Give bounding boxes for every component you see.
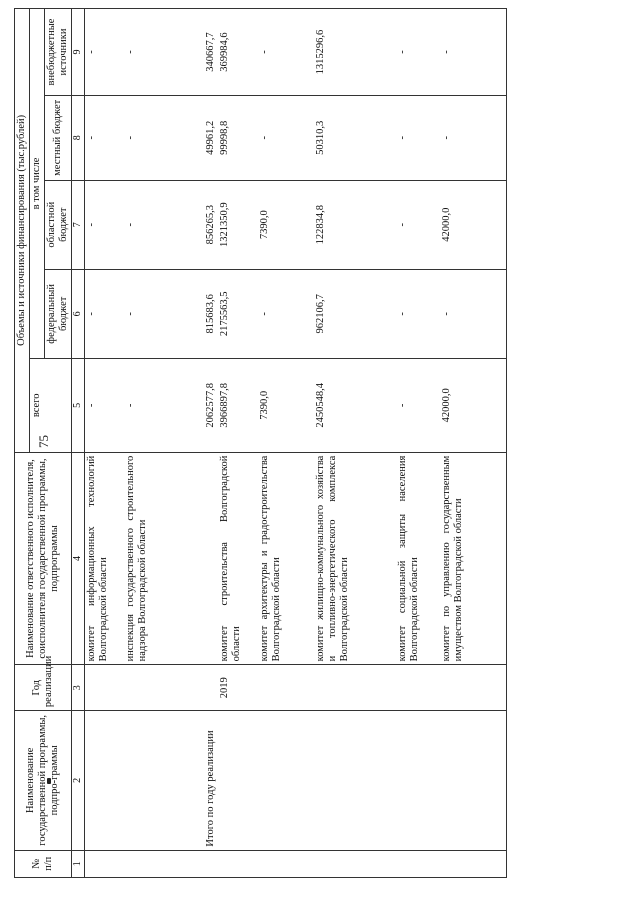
header-including: в том числе (30, 9, 45, 359)
local-cell: - (124, 95, 180, 180)
extrabudget-cell: 340667,7 (180, 9, 218, 96)
year-cell (396, 665, 440, 711)
page-number: 75 (36, 435, 51, 448)
regional-cell: - (84, 180, 124, 269)
header-num: № п/п (15, 850, 72, 877)
header-local: местный бюджет (45, 95, 72, 180)
year-cell (440, 665, 506, 711)
col-number: 3 (72, 665, 85, 711)
program-name-cell (84, 711, 124, 850)
table-row (124, 9, 180, 878)
extrabudget-cell: 1315296,6 (314, 9, 396, 96)
header-regional: областной бюджет (45, 180, 72, 269)
header-extrabudget: внебюджетные источники (45, 9, 72, 96)
extrabudget-cell: 369984,6 (218, 9, 258, 96)
header-total: всего (30, 358, 72, 452)
col-number: 5 (72, 358, 85, 452)
regional-cell: - (124, 180, 180, 269)
extrabudget-cell: - (258, 9, 314, 96)
program-name-cell (440, 711, 506, 850)
col-number: 4 (72, 452, 85, 665)
program-name-cell (258, 711, 314, 850)
regional-cell: 1321350,9 (218, 180, 258, 269)
regional-cell: 856265,3 (180, 180, 218, 269)
table-row (314, 9, 396, 878)
col-number: 2 (72, 711, 85, 850)
regional-cell: 122834,8 (314, 180, 396, 269)
local-cell: - (84, 95, 124, 180)
federal-cell: - (124, 269, 180, 358)
local-cell: 50310,3 (314, 95, 396, 180)
col-number: 7 (72, 180, 85, 269)
executor-cell: комитет социальной защиты населения Волгоградской области (396, 452, 440, 665)
extrabudget-cell: - (84, 9, 124, 96)
program-name-cell (396, 711, 440, 850)
federal-cell: - (440, 269, 506, 358)
header-executor: Наименование ответственного исполнителя, соисполнителя государственной программы, подпрограммы (15, 452, 72, 665)
header-year: Год реализации (15, 665, 72, 711)
year-cell (124, 665, 180, 711)
executor-cell: комитет информационных технологий Волгоградской области (84, 452, 124, 665)
col-number: 6 (72, 269, 85, 358)
total-cell: 2062577,8 (180, 358, 218, 452)
header-funding: Объемы и источники финансирования (тыс.рублей) (15, 9, 30, 453)
regional-cell: 7390,0 (258, 180, 314, 269)
federal-cell: - (396, 269, 440, 358)
col-number: 1 (72, 850, 85, 877)
local-cell: - (440, 95, 506, 180)
federal-cell: 815683,6 (180, 269, 218, 358)
total-cell: - (124, 358, 180, 452)
executor-cell: комитет строительства Волгоградской области (218, 452, 258, 665)
regional-cell: 42000,0 (440, 180, 506, 269)
total-cell: - (84, 358, 124, 452)
extrabudget-cell: - (124, 9, 180, 96)
year-cell (314, 665, 396, 711)
local-cell: - (258, 95, 314, 180)
executor-cell: комитет жилищно-коммунального хозяйства и топливно-энергетического комплекса Волгоградской области (314, 452, 396, 665)
federal-cell: - (258, 269, 314, 358)
table-row (440, 9, 506, 878)
extrabudget-cell: - (396, 9, 440, 96)
table-row (396, 9, 440, 878)
program-name-cell (124, 711, 180, 850)
program-name-cell: Итого по году реализации (180, 711, 218, 850)
year-cell (258, 665, 314, 711)
local-cell: 49961,2 (180, 95, 218, 180)
table-row (218, 9, 258, 878)
total-cell: 3966897,8 (218, 358, 258, 452)
federal-cell: - (84, 269, 124, 358)
rotated-table-container (14, 8, 624, 878)
extrabudget-cell: - (440, 9, 506, 96)
year-cell (84, 665, 124, 711)
header-federal: федеральный бюджет (45, 269, 72, 358)
column-number-row (72, 9, 85, 878)
program-name-cell (314, 711, 396, 850)
col-number: 8 (72, 95, 85, 180)
table-row (258, 9, 314, 878)
federal-cell: 962106,7 (314, 269, 396, 358)
local-cell: - (396, 95, 440, 180)
year-cell: 2019 (218, 665, 258, 711)
header-program-name: Наименование государственной программы, подпро-граммы (15, 711, 72, 850)
year-cell (180, 665, 218, 711)
total-cell: 42000,0 (440, 358, 506, 452)
table-row (84, 9, 124, 878)
executor-cell: комитет по управлению государственным имуществом Волгоградской области (440, 452, 506, 665)
federal-cell: 2175563,5 (218, 269, 258, 358)
total-cell: 2450548,4 (314, 358, 396, 452)
col-number: 9 (72, 9, 85, 96)
total-cell: - (396, 358, 440, 452)
regional-cell: - (396, 180, 440, 269)
executor-cell (180, 452, 218, 665)
local-cell: 99998,8 (218, 95, 258, 180)
funding-table (14, 8, 507, 878)
executor-cell: комитет архитектуры и градостроительства Волгоградской области (258, 452, 314, 665)
total-cell: 7390,0 (258, 358, 314, 452)
program-name-cell (218, 711, 258, 850)
table-row (180, 9, 218, 878)
executor-cell: инспекция государственного строительного надзора Волгоградской области (124, 452, 180, 665)
